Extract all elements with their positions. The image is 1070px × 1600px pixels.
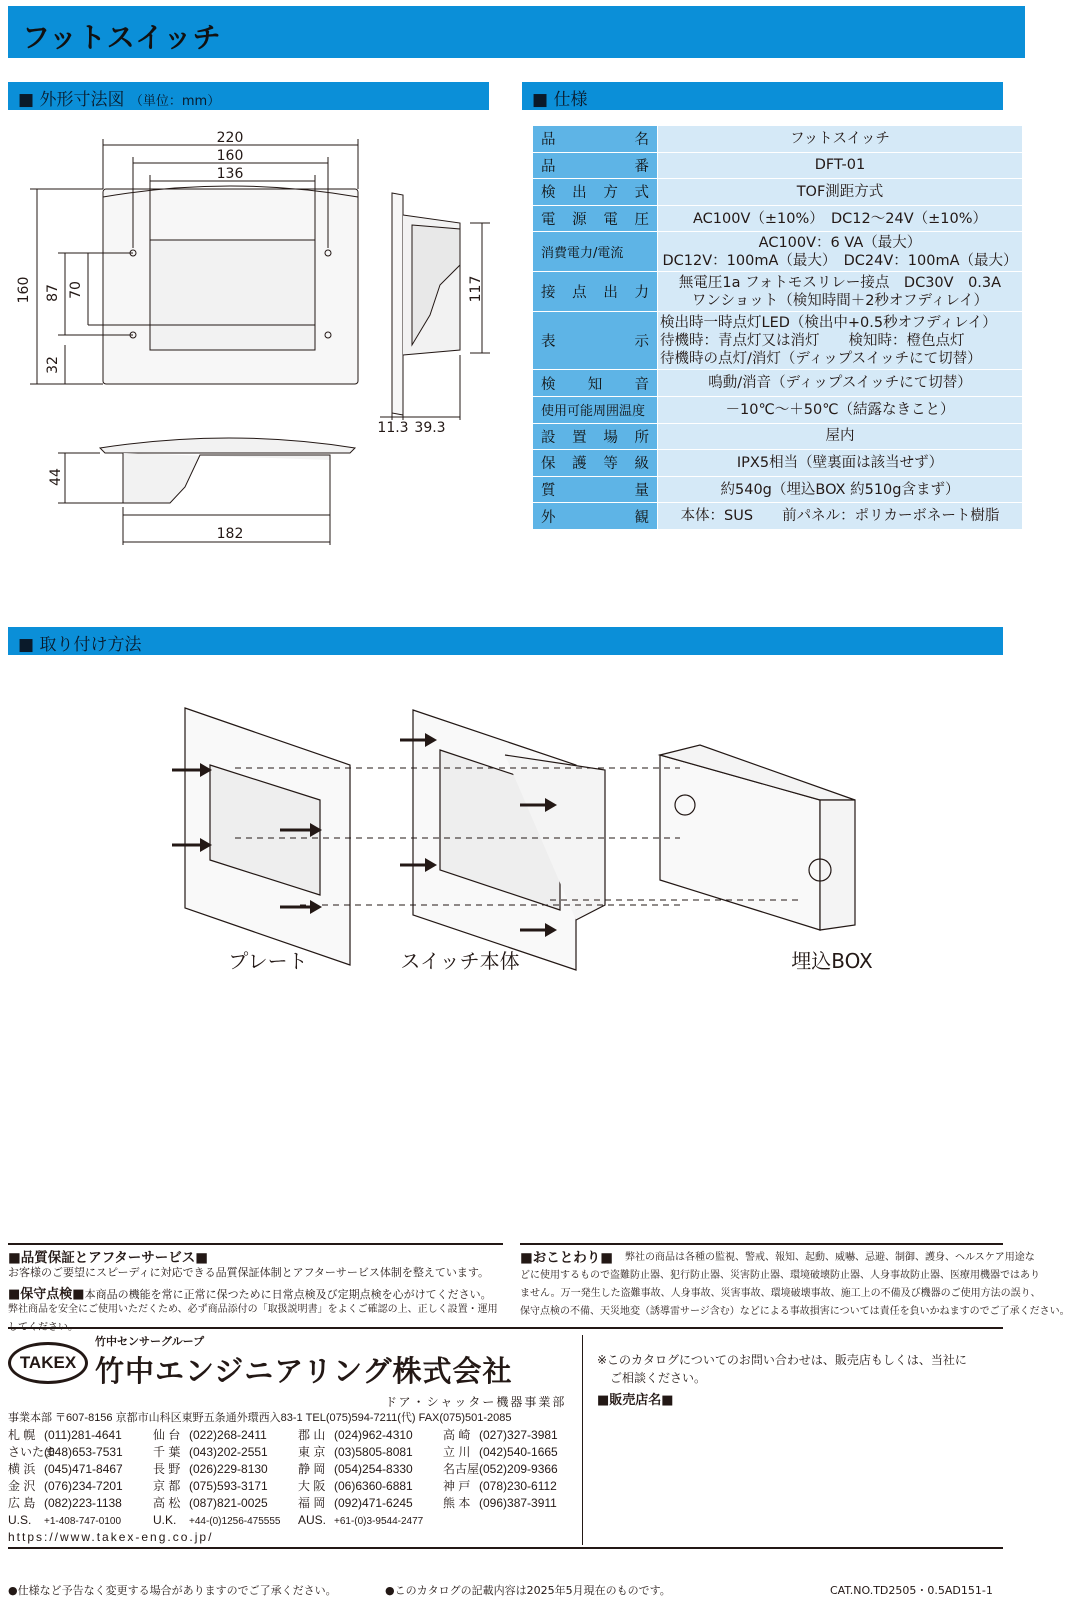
office-phone: (026)229-8130 [189, 1462, 268, 1476]
office-phone: (078)230-6112 [479, 1479, 557, 1493]
spec-row [533, 476, 1023, 503]
company-division: ドア・シャッター機器事業部 [385, 1395, 567, 1409]
office-name: 京 都 [153, 1479, 181, 1493]
office-phone: (045)471-8467 [44, 1462, 123, 1476]
office-name: 金 沢 [8, 1479, 36, 1493]
spec-label: 消費電力/電流 [533, 232, 658, 272]
section-dimensions [8, 82, 489, 110]
office-phone: (024)962-4310 [334, 1428, 413, 1442]
office-entry [298, 1495, 443, 1512]
office-phone: (052)209-9366 [479, 1462, 558, 1476]
spec-label: 検知音 [533, 370, 658, 397]
office-phone: (027)327-3981 [479, 1428, 558, 1442]
office-phone: (022)268-2411 [189, 1428, 267, 1442]
office-phone: (092)471-6245 [334, 1496, 413, 1510]
office-name: 神 戸 [443, 1479, 471, 1493]
dim-11: 11.3 [377, 420, 409, 436]
office-entry [153, 1478, 298, 1495]
spec-value [658, 476, 1023, 503]
spec-value [658, 450, 1023, 477]
office-phone: (042)540-1665 [479, 1445, 558, 1459]
spec-row [533, 312, 1023, 370]
office-row [8, 1461, 578, 1478]
office-phone: (048)653-7531 [44, 1445, 123, 1459]
office-entry [8, 1512, 153, 1530]
front-window [150, 240, 315, 350]
footer-middle: ●このカタログの記載内容は2025年5月現在のものです。 [385, 1584, 671, 1597]
spec-label: 設置場所 [533, 423, 658, 450]
dim-220: 220 [216, 130, 244, 146]
spec-row [533, 396, 1023, 423]
spec-value [658, 179, 1023, 206]
dimension-drawing [0, 115, 510, 555]
office-name: 大 阪 [298, 1479, 326, 1493]
spec-value-line: TOF測距方式 [796, 183, 884, 200]
dim-136: 136 [216, 166, 244, 182]
office-name: さいたま [8, 1445, 57, 1459]
office-name: 高 松 [153, 1496, 181, 1510]
section-mounting [8, 627, 1003, 655]
spec-value-line: IPX5相当（壁裏面は該当せず） [736, 454, 944, 471]
office-phone: (03)5805-8081 [334, 1445, 413, 1459]
spec-label: 接点出力 [533, 272, 658, 312]
switch-body-label: スイッチ本体 [400, 949, 520, 973]
office-phone: (076)234-7201 [44, 1479, 123, 1493]
office-phone: (011)281-4641 [44, 1428, 122, 1442]
spec-value-line: 屋内 [825, 428, 855, 445]
spec-value-line: －10℃～＋50℃（結露なきこと） [725, 401, 955, 418]
dim-39: 39.3 [414, 420, 446, 436]
office-name: 広 島 [8, 1496, 36, 1510]
spec-label: 質量 [533, 476, 658, 503]
office-row [8, 1512, 578, 1529]
page-title: フットスイッチ [8, 6, 1025, 58]
spec-value-line: 約540g（埋込BOX 約510g含まず） [720, 481, 960, 498]
spec-label: 品番 [533, 152, 658, 179]
spec-value-line: 鳴動/消音（ディップスイッチにて切替） [708, 375, 972, 392]
office-entry [443, 1444, 588, 1461]
spec-label: 表示 [533, 312, 658, 370]
spec-row [533, 450, 1023, 477]
spec-value [658, 370, 1023, 397]
section-mounting-label: ■ 取り付け方法 [18, 635, 142, 655]
office-entry [8, 1427, 153, 1444]
company-group: 竹中センサーグループ [95, 1335, 205, 1348]
office-entry [153, 1495, 298, 1512]
office-entry [8, 1461, 153, 1478]
office-name: 郡 山 [298, 1428, 326, 1442]
dealer-heading: ■販売店名■ [597, 1393, 674, 1408]
maintenance-line [8, 1283, 492, 1302]
spec-label: 保護等級 [533, 450, 658, 477]
office-phone: (054)254-8330 [334, 1462, 413, 1476]
side-view-outline [392, 193, 403, 415]
spec-table [532, 125, 1023, 530]
office-phone: +44-(0)1256-475555 [189, 1516, 281, 1527]
office-name: AUS. [298, 1513, 327, 1527]
bottom-view-body [123, 453, 330, 503]
office-name: 立 川 [443, 1445, 471, 1459]
bottom-view-plate [100, 438, 355, 453]
company-url[interactable]: https://www.takex-eng.co.jp/ [8, 1530, 214, 1544]
office-name: 熊 本 [443, 1496, 471, 1510]
section-dimensions-label: ■ 外形寸法図 [18, 90, 125, 110]
spec-value-line: 待機時：青点灯又は消灯 検知時：橙色点灯 [660, 332, 965, 349]
spec-value [658, 272, 1023, 312]
logo-text: TAKEX [19, 1353, 77, 1372]
spec-label: 品名 [533, 126, 658, 153]
divider [520, 1243, 1003, 1245]
office-entry [153, 1444, 298, 1461]
office-entry [443, 1495, 588, 1512]
office-entry [443, 1478, 588, 1495]
office-entry [298, 1444, 443, 1461]
spec-value [658, 152, 1023, 179]
office-entry [298, 1427, 443, 1444]
quality-heading: ■品質保証とアフターサービス■ [8, 1250, 209, 1266]
office-name: 福 岡 [298, 1496, 326, 1510]
plate-label: プレート [228, 949, 308, 973]
office-entry [8, 1495, 153, 1512]
office-entry [298, 1478, 443, 1495]
spec-row [533, 370, 1023, 397]
office-name: 千 葉 [153, 1445, 181, 1459]
spec-label: 検出方式 [533, 179, 658, 206]
dim-70: 70 [68, 281, 84, 299]
spec-value-line: 無電圧1a フォトモスリレー接点 DC30V 0.3A [678, 274, 1002, 291]
spec-row [533, 272, 1023, 312]
office-phone: (096)387-3911 [479, 1496, 557, 1510]
office-entry [443, 1461, 588, 1478]
office-name: 静 岡 [298, 1462, 326, 1476]
office-list [8, 1427, 578, 1529]
dim-87: 87 [45, 284, 61, 302]
maintenance-heading: ■保守点検■ [8, 1287, 85, 1302]
dim-32: 32 [45, 356, 61, 374]
office-phone: (06)6360-6881 [334, 1479, 413, 1493]
disclaimer-line-4: 保守点検の不備、天災地変（誘導雷サージ含む）などによる事故損害については責任を負いかねますのでご了承ください。 [520, 1306, 1070, 1317]
quality-text: お客様のご要望にスピーディに対応できる品質保証体制とアフターサービス体制を整えています。 [8, 1266, 490, 1279]
spec-value-line: 待機時の点灯/消灯（ディップスイッチにて切替） [660, 350, 982, 367]
maintenance-text: 本商品の機能を常に正常に保つために日常点検及び定期点検を心がけてください。 [84, 1288, 492, 1301]
spec-value-line: 検出時一時点灯LED（検出中+0.5秒オフディレイ） [660, 314, 997, 331]
divider [8, 1243, 503, 1245]
office-row [8, 1427, 578, 1444]
contact-note: ※このカタログについてのお問い合わせは、販売店もしくは、当社に [597, 1353, 967, 1367]
spec-row [533, 205, 1023, 232]
office-phone: (087)821-0025 [189, 1496, 268, 1510]
disclaimer-line-2: どに使用するもので盗難防止器、犯行防止器、災害防止器、環境破壊防止器、人身事故防止器、医療用機器ではあり [520, 1270, 1040, 1281]
office-entry [8, 1444, 153, 1461]
spec-value [658, 396, 1023, 423]
company-hq: 事業本部 〒607-8156 京都市山科区東野五条通外環西入83-1 TEL(075)594-7211(代) FAX(075)501-2085 [8, 1412, 512, 1424]
spec-value [658, 503, 1023, 530]
dim-160-height: 160 [16, 276, 32, 304]
divider [8, 1327, 1003, 1329]
office-name: 長 野 [153, 1462, 181, 1476]
office-phone: +1-408-747-0100 [44, 1516, 122, 1527]
office-name: 仙 台 [153, 1428, 181, 1442]
disclaimer-heading: ■おことわり■ [520, 1250, 614, 1266]
maintenance-text-2: 弊社商品を安全にご使用いただくため、必ず商品添付の「取扱説明書」をよくご確認の上、正しく設置・運用 [8, 1304, 498, 1315]
embed-box-label: 埋込BOX [791, 949, 873, 973]
spec-row [533, 423, 1023, 450]
office-entry [298, 1512, 443, 1530]
office-phone: (082)223-1138 [44, 1496, 122, 1510]
spec-row [533, 179, 1023, 206]
spec-label: 使用可能周囲温度 [533, 396, 658, 423]
spec-value [658, 423, 1023, 450]
spec-value [658, 126, 1023, 153]
company-logo [8, 1342, 88, 1384]
spec-label: 外観 [533, 503, 658, 530]
spec-value-line: フットスイッチ [790, 130, 890, 147]
office-entry [443, 1427, 588, 1444]
spec-value [658, 312, 1023, 370]
office-entry [153, 1427, 298, 1444]
contact-note-2: ご相談ください。 [610, 1371, 707, 1385]
spec-row [533, 232, 1023, 272]
office-row [8, 1478, 578, 1495]
spec-value-line: DFT-01 [814, 157, 866, 174]
spec-value [658, 232, 1023, 272]
footer-right: CAT.NO.TD2505・0.5AD151-1 [830, 1584, 993, 1597]
office-phone: +61-(0)3-9544-2477 [334, 1516, 424, 1527]
spec-row [533, 126, 1023, 153]
office-row [8, 1495, 578, 1512]
office-name: U.K. [153, 1513, 177, 1527]
spec-value-line: 本体：SUS 前パネル：ポリカーボネート樹脂 [680, 508, 1000, 525]
spec-value-line: AC100V（±10%） DC12〜24V（±10%） [693, 210, 987, 227]
section-dimensions-unit: （単位：mm） [129, 94, 221, 109]
office-name: 札 幌 [8, 1428, 36, 1442]
dim-117: 117 [468, 275, 484, 303]
spec-value [658, 205, 1023, 232]
footer-left: ●仕様など予告なく変更する場合がありますのでご了承ください。 [8, 1584, 337, 1597]
disclaimer-line-1: 弊社の商品は各種の監視、警戒、報知、起動、威嚇、忌避、制御、護身、ヘルスケア用途な [625, 1252, 1035, 1263]
section-spec-label: ■ 仕様 [532, 90, 588, 110]
dim-182: 182 [216, 526, 244, 542]
office-entry [153, 1461, 298, 1478]
spec-label: 電源電圧 [533, 205, 658, 232]
section-spec [522, 82, 1003, 110]
office-row [8, 1444, 578, 1461]
office-name: 高 崎 [443, 1428, 471, 1442]
spec-value-line: ワンショット（検知時間＋2秒オフディレイ） [691, 292, 989, 309]
dim-160-width: 160 [216, 148, 244, 164]
office-name: U.S. [8, 1513, 32, 1527]
mounting-illustration [120, 690, 880, 990]
spec-value-line: AC100V：6 VA（最大） [758, 234, 922, 251]
dim-44: 44 [48, 468, 64, 486]
office-name: 東 京 [298, 1445, 326, 1459]
disclaimer-line-3: ません。万一発生した盗難事故、人身事故、災害事故、環境破壊事故、施工上の不備及び機器のご使用方法の誤り、 [520, 1288, 1041, 1299]
spec-row [533, 152, 1023, 179]
office-name: 名古屋 [443, 1462, 480, 1476]
office-entry [153, 1512, 298, 1530]
office-phone: (075)593-3171 [189, 1479, 268, 1493]
divider [8, 1547, 1003, 1549]
office-name: 横 浜 [8, 1462, 36, 1476]
spec-value-line: DC12V：100mA（最大） DC24V：100mA（最大） [662, 252, 1018, 269]
office-entry [8, 1478, 153, 1495]
spec-row [533, 503, 1023, 530]
office-phone: (043)202-2551 [189, 1445, 268, 1459]
company-name: 竹中エンジニアリング株式会社 [95, 1354, 513, 1388]
office-entry [298, 1461, 443, 1478]
office-entry [443, 1512, 588, 1530]
